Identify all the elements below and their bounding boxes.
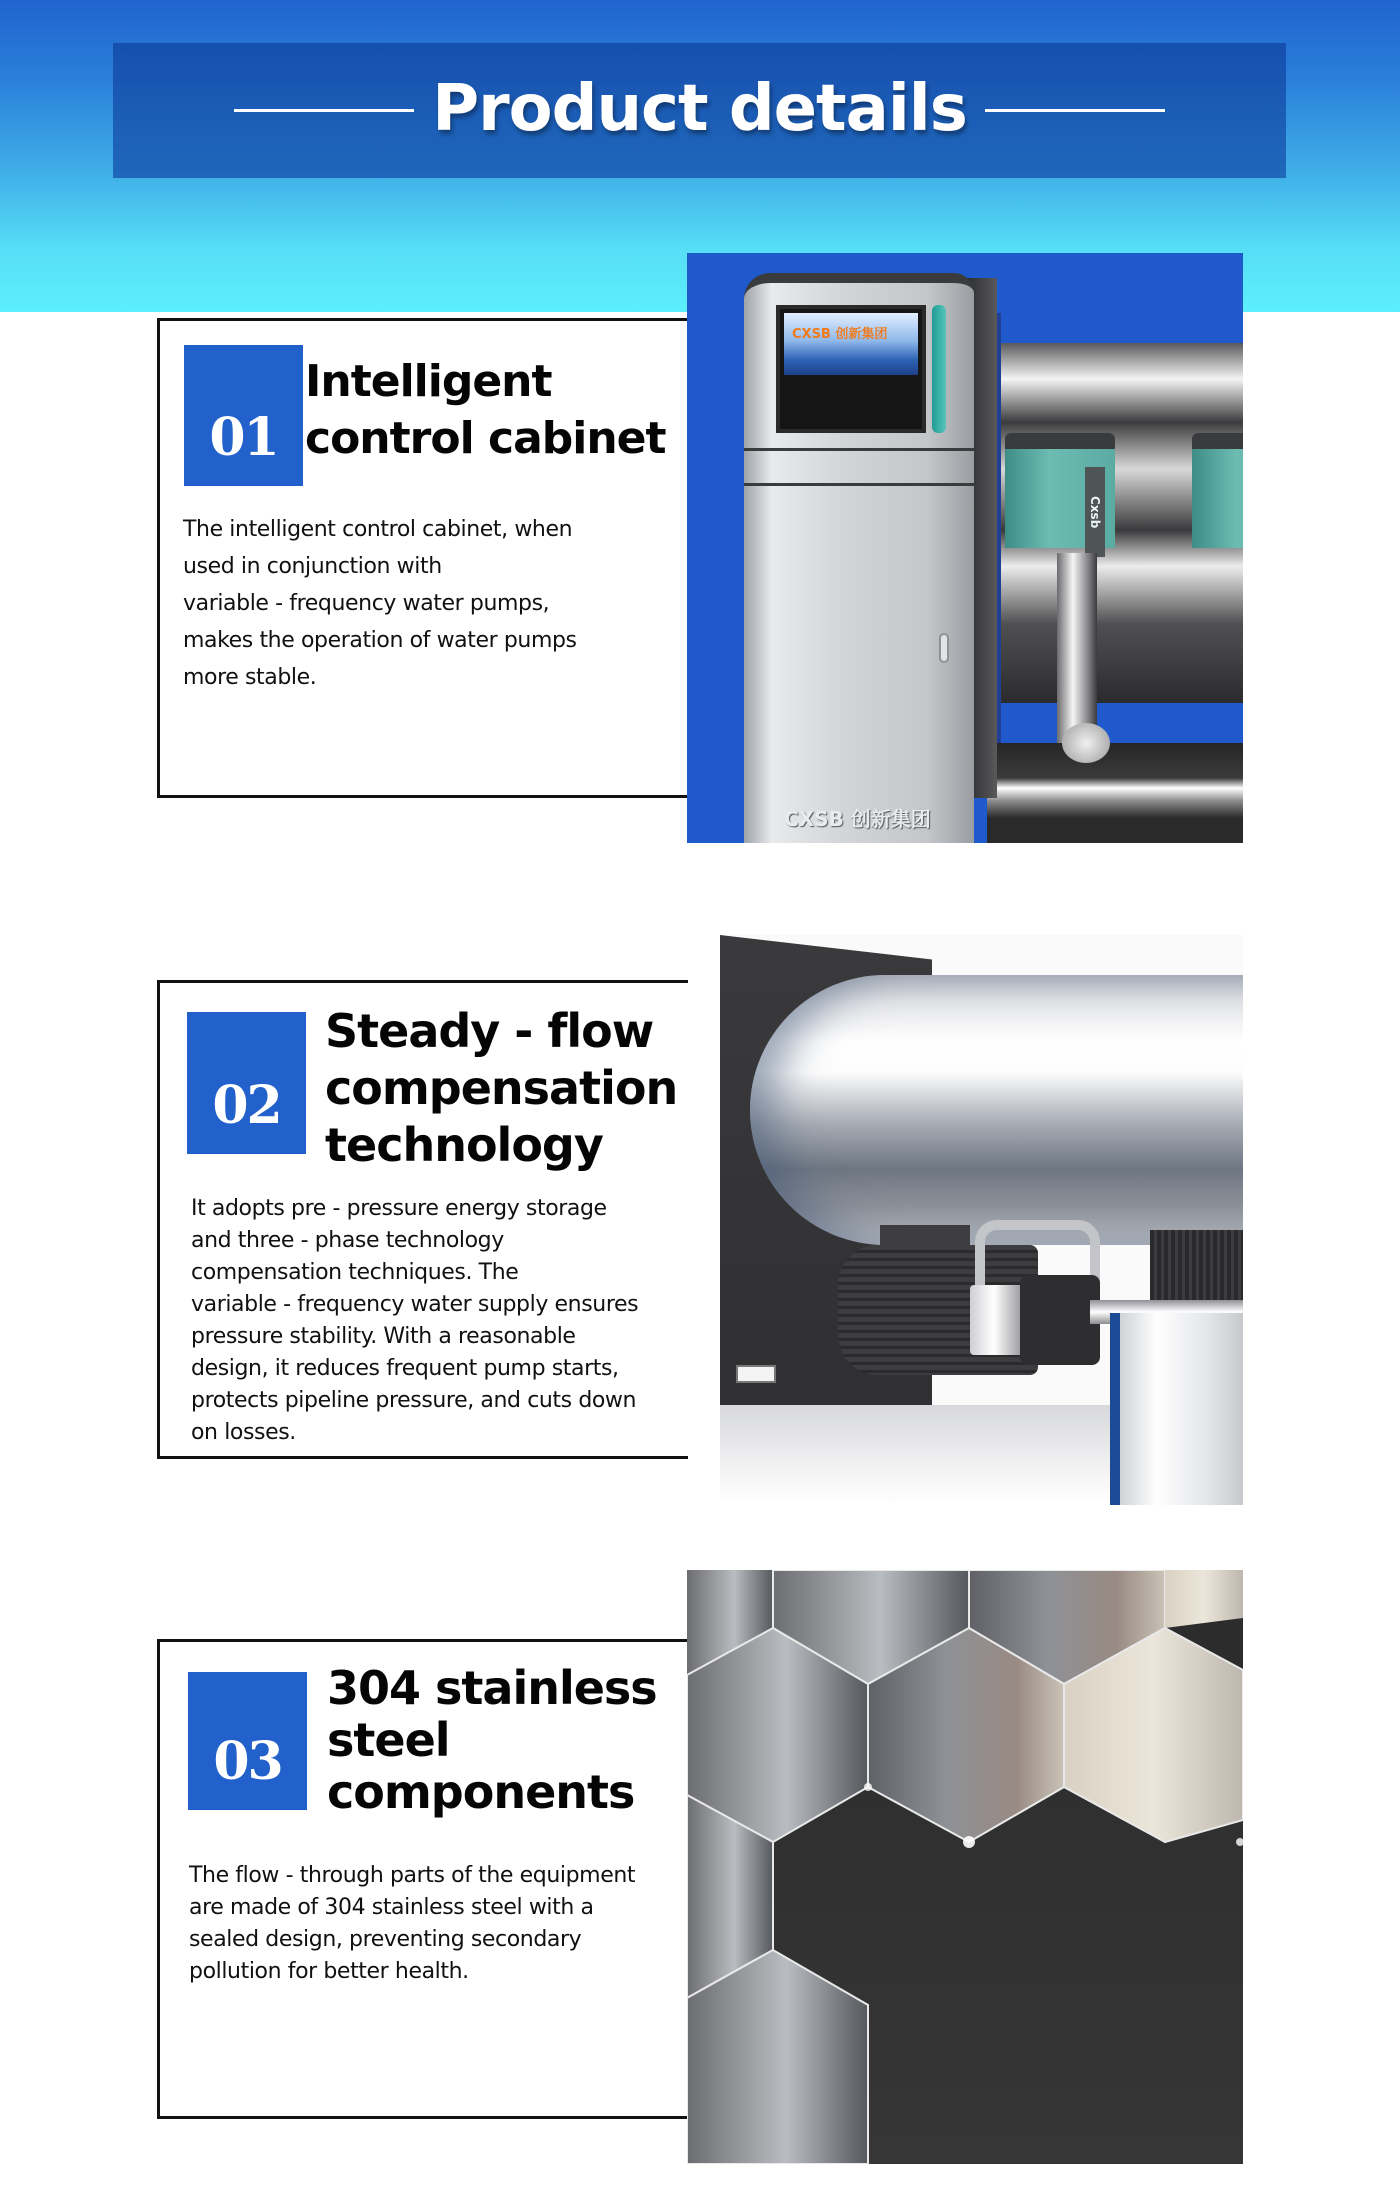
feature-title-line: compensation	[325, 1061, 678, 1115]
feature-card	[157, 1639, 688, 2119]
feature-title-line: Intelligent	[305, 356, 552, 407]
cabinet-seam	[744, 483, 974, 486]
stainless-steel-image	[687, 1570, 1243, 2164]
feature-description	[191, 1193, 638, 1449]
description-line: The flow - through parts of the equipment	[189, 1863, 636, 1888]
feature-title-line: components	[327, 1765, 635, 1819]
control-cabinet-image	[687, 253, 1243, 843]
description-line: protects pipeline pressure, and cuts down	[191, 1388, 637, 1413]
pump-motor	[1192, 433, 1243, 548]
cabinet-handle	[939, 633, 949, 663]
description-line: sealed design, preventing secondary	[189, 1927, 582, 1952]
cabinet-screen	[776, 305, 926, 433]
description-line: compensation techniques. The	[191, 1260, 519, 1285]
description-line: pressure stability. With a reasonable	[191, 1324, 576, 1349]
steady-flow-image	[720, 935, 1243, 1505]
description-line: and three - phase technology	[191, 1228, 504, 1253]
hexagon-pattern	[687, 1570, 1243, 2164]
title-banner	[113, 43, 1286, 178]
description-line: makes the operation of water pumps	[183, 628, 577, 653]
feature-description	[189, 1860, 635, 1988]
feature-title-line: steel	[327, 1713, 450, 1767]
page-title: Product details	[432, 72, 967, 146]
feature-title	[327, 1662, 657, 1818]
pump-base	[987, 743, 1243, 843]
feature-title-line: technology	[325, 1118, 603, 1172]
feature-card	[157, 318, 688, 798]
feature-title-line: 304 stainless	[327, 1661, 657, 1715]
screen-brand-text: CXSB 创新集团	[792, 327, 888, 342]
description-line: on losses.	[191, 1420, 296, 1445]
feature-description	[183, 511, 577, 696]
feature-title	[305, 353, 666, 467]
description-line: variable - frequency water pumps,	[183, 591, 550, 616]
description-line: more stable.	[183, 665, 317, 690]
feature-number-badge: 03	[188, 1672, 307, 1810]
pump-shaft	[1057, 553, 1097, 743]
pump-motor	[1005, 433, 1115, 548]
description-line: design, it reduces frequent pump starts,	[191, 1356, 619, 1381]
indicator-strip	[932, 305, 946, 433]
feature-title-line: control cabinet	[305, 413, 666, 464]
description-line: The intelligent control cabinet, when	[183, 517, 573, 542]
description-line: are made of 304 stainless steel with a	[189, 1895, 594, 1920]
steel-box	[1110, 1313, 1243, 1505]
cabinet-body	[744, 273, 974, 843]
title-divider-right	[985, 109, 1165, 112]
description-line: pollution for better health.	[189, 1959, 469, 1984]
pump-head	[1020, 1275, 1100, 1365]
feature-number-badge: 02	[187, 1012, 306, 1154]
cabinet-seam	[744, 448, 974, 451]
grille	[1150, 1230, 1243, 1305]
screen-display	[784, 313, 918, 375]
pump-brand-label: Cxsb	[1085, 467, 1105, 557]
description-line: used in conjunction with	[183, 554, 442, 579]
feature-card	[157, 980, 688, 1459]
feature-title-line: Steady - flow	[325, 1004, 654, 1058]
description-line: variable - frequency water supply ensures	[191, 1292, 639, 1317]
description-line: It adopts pre - pressure energy storage	[191, 1196, 607, 1221]
pressure-tank	[750, 975, 1243, 1245]
valve	[1062, 723, 1110, 763]
feature-number-badge: 01	[184, 345, 303, 486]
feature-title	[325, 1003, 677, 1174]
bracket	[736, 1365, 776, 1383]
cabinet-brand-text: CXSB 创新集团	[784, 807, 931, 831]
